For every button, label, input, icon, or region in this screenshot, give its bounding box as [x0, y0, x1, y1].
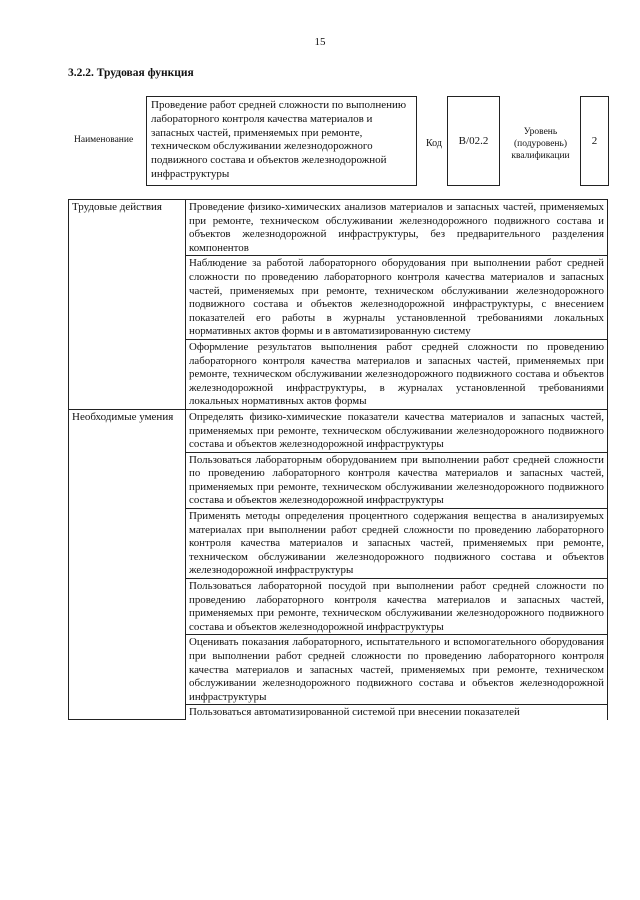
skill-item: Оценивать показания лабораторного, испытательного и вспомогательного оборудования при выполнении работ средней сложности по проведению лабораторного контроля качества материалов и запасных частей, применяемых при ремонте, техническом обслуживании железнодорожного подвижного состава и объектов железнодорожной инфраструктуры [186, 635, 608, 705]
name-label: Наименование [74, 135, 134, 145]
level-label: Уровень (подуровень) квалификации [511, 127, 570, 161]
skill-item: Пользоваться автоматизированной системой при внесении показателей [186, 705, 608, 720]
labor-actions-label: Трудовые действия [69, 200, 186, 410]
labor-action-item: Наблюдение за работой лабораторного оборудования при выполнении работ средней сложности по проведению лабораторного контроля качества материалов и запасных частей, применяемых при ремонте, техническом обслуживании железнодорожного подвижного состава и объектов железнодорожной инфраструктуры, с внесением показателей его работы в журналы установленной требованиями локальных нормативных актов формы и в автоматизированную систему [186, 256, 608, 340]
skill-item: Пользоваться лабораторным оборудованием при выполнении работ средней сложности по проведению лабораторного контроля качества материалов и запасных частей, применяемых при ремонте, техническом обслуживании железнодорожного подвижного состава и объектов железнодорожной инфраструктуры [186, 452, 608, 508]
code-label: Код [426, 138, 442, 149]
skill-item: Применять методы определения процентного содержания вещества в анализируемых материалах при выполнении работ средней сложности по проведению лабораторного контроля качества материалов и запасных частей, применяемых при ремонте, техническом обслуживании железнодорожного подвижного состава и объектов железнодорожной инфраструктуры [186, 509, 608, 579]
skill-item: Пользоваться лабораторной посудой при выполнении работ средней сложности по проведению лабораторного контроля качества материалов и запасных частей, применяемых при ремонте, техническом обслуживании железнодорожного подвижного состава и объектов железнодорожной инфраструктуры [186, 579, 608, 635]
table-row [69, 200, 608, 256]
labor-action-item: Оформление результатов выполнения работ средней сложности по проведению лабораторного контроля качества материалов и запасных частей, применяемых при ремонте, техническом обслуживании железнодорожного подвижного состава и объектов железнодорожной инфраструктуры, в журналах установленной требованиями локальных нормативных актов формы [186, 339, 608, 409]
level-box: 2 [580, 96, 609, 186]
function-name-box: Проведение работ средней сложности по выполнению лабораторного контроля качества материалов и запасных частей, применяемых при ремонте, техническом обслуживании железнодорожного подвижного состава и объектов железнодорожной инфраструктуры [146, 96, 417, 186]
labor-action-item: Проведение физико-химических анализов материалов и запасных частей, применяемых при ремонте, техническом обслуживании железнодорожного подвижного состава и объектов железнодорожной инфраструктуры, без предварительного разделения компонентов [186, 200, 608, 256]
table-row [69, 409, 608, 452]
section-title: 3.2.2. Трудовая функция [68, 67, 194, 79]
skill-item: Определять физико-химические показатели качества материалов и запасных частей, применяемых при ремонте, техническом обслуживании железнодорожного подвижного состава и объектов железнодорожной инфраструктуры [186, 409, 608, 452]
function-table [68, 199, 608, 720]
required-skills-label: Необходимые умения [69, 409, 186, 720]
code-box: B/02.2 [447, 96, 500, 186]
page-number: 15 [314, 36, 326, 48]
